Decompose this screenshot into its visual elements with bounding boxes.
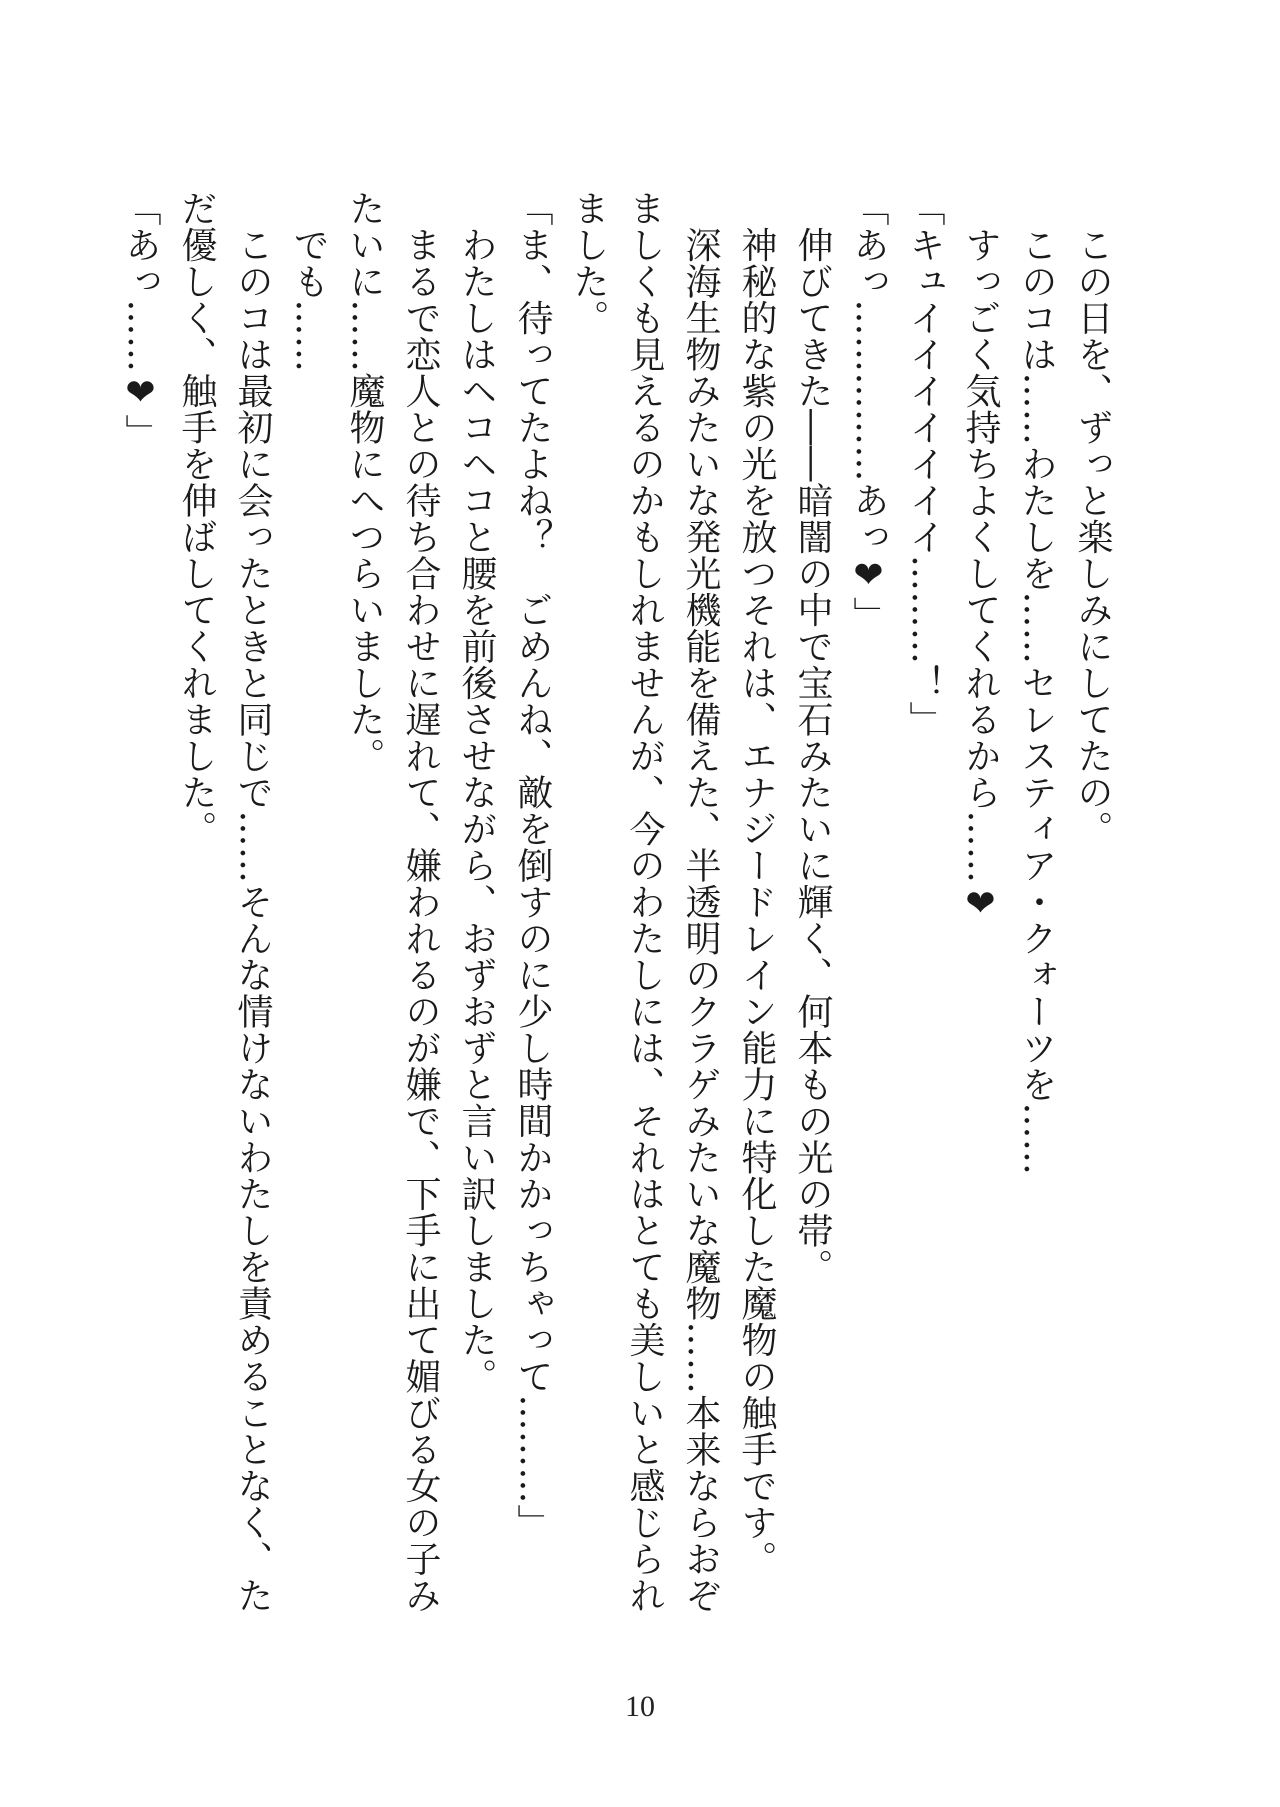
paragraph-2: このコは……わたしを……セレスティア・クォーツを…… — [1016, 190, 1057, 1176]
paragraph-3: すっごく気持ちよくしてくれるから……❤ — [960, 190, 1001, 925]
paragraph-10: わたしはヘコヘコと腰を前後させながら、おずおずと言い訳しました。 — [456, 190, 497, 1395]
vertical-text-body — [112, 190, 1120, 1630]
paragraph-7: 神秘的な紫の光を放つそれは、エナジードレイン能力に特化した魔物の触手です。 — [736, 190, 777, 1577]
paragraph-11: まるで恋人との待ち合わせに遅れて、嫌われるのが嫌で、下手に出て媚びる女の子みたいに……魔物にへつらいました。 — [344, 190, 441, 1614]
paragraph-1: この日を、ずっと楽しみにしてたの。 — [1072, 190, 1113, 847]
paragraph-12: でも…… — [288, 190, 329, 373]
paragraph-4: 「キュイイイイイイイ………！」 — [904, 190, 945, 738]
paragraph-9: 「ま、待ってたよね？ ごめんね、敵を倒すのに少し時間かかっちゃって………」 — [512, 190, 553, 1541]
page-number: 10 — [625, 1690, 655, 1723]
paragraph-6: 伸びてきた――暗闇の中で宝石みたいに輝く、何本もの光の帯。 — [792, 190, 833, 1285]
paragraph-8: 深海生物みたいな発光機能を備えた、半透明のクラゲみたいな魔物……本来ならおぞましくも見えるのかもしれませんが、今のわたしには、それはとても美しいと感じられました。 — [568, 190, 721, 1614]
paragraph-13: このコは最初に会ったときと同じで……そんな情けないわたしを責めることなく、ただ優しく、触手を伸ばしてくれました。 — [176, 190, 273, 1614]
paragraph-5: 「あっ……………あっ❤」 — [848, 190, 889, 633]
paragraph-14: 「あっ……❤」 — [120, 190, 161, 451]
